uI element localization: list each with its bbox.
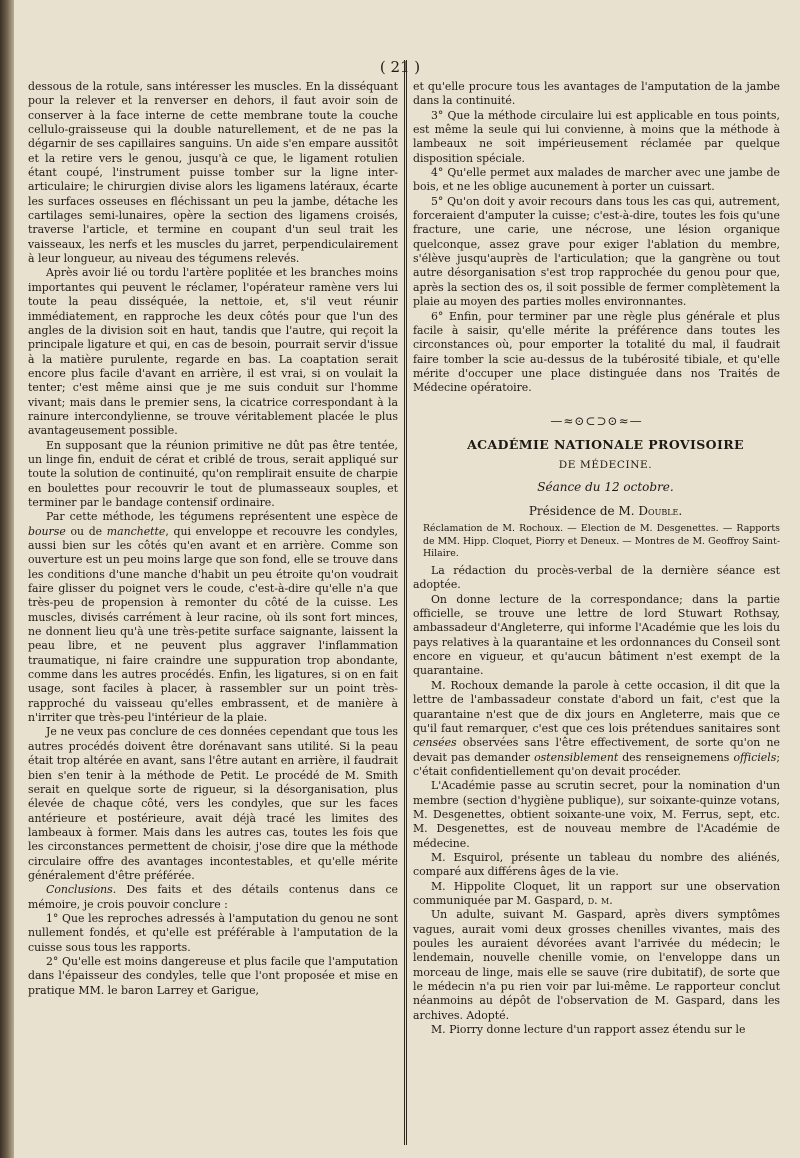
text-run: ou de bbox=[65, 524, 107, 538]
left-paragraph-4 bbox=[28, 510, 398, 725]
conclusions-paragraph bbox=[28, 883, 398, 912]
book-binding-edge bbox=[0, 0, 14, 1158]
italic-term-officiels: officiels bbox=[733, 750, 777, 764]
text-run: Présidence de M. bbox=[528, 503, 639, 518]
page-number: ( 21 ) bbox=[379, 58, 421, 76]
text-run: , qui enveloppe et recouvre les condyles, aussi bien sur les côtés qu'en avant et en arrière. Comme son ouverture est un peu moins large que son fond, elle se trouve dans les conditions d'une manche d'habit un peu étroite qu'on voudrait faire glisser du poignet vers le coude, c'est-à-dire qu'elle n'a que très-peu de propension à remonter du côté de la cuisse. Les muscles, divisés carrément à leur racine, où ils sont fort minces, ne donnent lieu qu'à une très-petite surface saignante, laissent la peau libre, et ne peuvent plus aggraver l'inflammation traumatique, ni faire craindre une suppuration trop abondante, comme dans les autres procédés. Enfin, les ligatures, si on en fait usage, sont faciles à placer, à rassembler sur un point très-rapproché du vaisseau qu'elles embrassent, et de manière à n'irriter que très-peu l'intérieur de la plaie. bbox=[28, 524, 398, 725]
text-run: Des faits et des détails contenus dans ce mémoire, je crois pouvoir conclure : bbox=[28, 883, 398, 911]
academie-section-subtitle: DE MÉDECINE. bbox=[558, 459, 653, 472]
academie-section-title: ACADÉMIE NATIONALE PROVISOIRE bbox=[467, 436, 744, 452]
conclusion-item-6: 6° Enfin, pour terminer par une règle plus générale et plus facile à saisir, qu'elle mérite la préférence dans toutes les circonstances où, pour emporter la totalité du mal, il faudrait faire tomber la scie au-dessus de la tubérosité tibiale, et qu'elle mérite d'occuper une place distinguée dans nos Traités de Médecine opératoire. bbox=[413, 309, 780, 395]
italic-term-manchette: manchette bbox=[106, 524, 166, 538]
right-paragraph-esquirol: M. Esquirol, présente un tableau du nombre des aliénés, comparé aux différens âges de la vie. bbox=[413, 850, 780, 879]
italic-term-bourse: bourse bbox=[28, 524, 66, 538]
conclusion-item-5: 5° Qu'on doit y avoir recours dans tous les cas qui, autrement, forceraient d'amputer la cuisse; c'est-à-dire, toutes les fois qu'une fracture, une carie, une nécrose, une lésion organique quelconque, assez grave pour exiger l'ablation du membre, s'élève jusqu'auprès de l'articulation; que la gangrène ou tout autre désorganisation s'est trop rapprochée du genou pour que, après la section des os, il soit possible de fermer complètement la plaie au moyen des parties molles environnantes. bbox=[413, 194, 780, 309]
left-paragraph-2: Après avoir lié ou tordu l'artère poplitée et les branches moins importantes qui peuvent le réclamer, l'opérateur ramène vers lui toute la peau disséquée, la nettoie, et, s'il veut réunir immédiatement, en rapproche les deux côtés pour que l'un des angles de la division soit en haut, tandis que l'autre, qui reçoit la principale ligature et qui, en cas de besoin, pourrait servir d'issue à la matière purulente, regarde en bas. La coaptation serait encore plus facile d'avant en arrière, il est vrai, si on voulait la tenter; c'est même ainsi que je me suis conduit sur l'homme vivant; mais dans le premier sens, la cicatrice correspondant à la rainure intercondylienne, se trouve véritablement placée le plus avantageusement possible. bbox=[28, 266, 398, 438]
session-summary: Réclamation de M. Rochoux. — Election de M. Desgenettes. — Rapports de MM. Hipp. Cloquet, Piorry et Deneux. — Montres de M. Geoffroy Saint-Hilaire. bbox=[423, 523, 780, 560]
right-paragraph-rochoux bbox=[413, 679, 780, 779]
text-run: M. Hippolite Cloquet, lit un rapport sur une observation communiquée par M. Gaspard, bbox=[413, 879, 780, 907]
right-paragraph-scrutin: L'Académie passe au scrutin secret, pour la nomination d'un membre (section d'hygiène publique), sur soixante-quinze votans, M. Desgenettes, obtient soixante-une voix, M. Ferrus, sept, etc. M. Desgenettes, est de nouveau membre de l'Académie de médecine. bbox=[413, 779, 780, 850]
left-column bbox=[28, 80, 398, 998]
president-name: Double. bbox=[638, 503, 683, 518]
right-paragraph-piorry: M. Piorry donne lecture d'un rapport assez étendu sur le bbox=[431, 1023, 746, 1037]
left-paragraph-5: Je ne veux pas conclure de ces données cependant que tous les autres procédés doivent être dorénavant sans utilité. Si la peau était trop altérée en avant, sans l'être autant en arrière, il faudrait bien s'en tenir à la méthode de Petit. Le procédé de M. Smith serait en quelque sorte de rigueur, si la désorganisation, plus élevée de chaque côté, vers les condyles, que sur les faces antérieure et postérieure, avait déjà tracé les limites des lambeaux à former. Mais dans les autres cas, toutes les fois que les circonstances permettent de choisir, j'ose dire que la méthode circulaire offre des avantages incontestables, et qu'elle mérite généralement d'être préférée. bbox=[28, 725, 398, 882]
left-paragraph-3: En supposant que la réunion primitive ne dût pas être tentée, un linge fin, enduit de cérat et criblé de trous, serait appliqué sur toute la solution de continuité, qu'on remplirait ensuite de charpie en boulettes pour recouvrir le tout de plumasseaux souples, et terminer par le bandage contensif ordinaire. bbox=[28, 438, 398, 509]
right-paragraph-1: et qu'elle procure tous les avantages de l'amputation de la jambe dans la continuité. bbox=[413, 80, 780, 108]
conclusion-item-1: 1° Que les reproches adressés à l'amputation du genou ne sont nullement fondés, et qu'elle est préférable à l'amputation de la cuisse sous tous les rapports. bbox=[28, 911, 398, 954]
conclusions-label: Conclusions. bbox=[46, 883, 117, 897]
right-paragraph-proces-verbal: La rédaction du procès-verbal de la dernière séance est adoptée. bbox=[413, 564, 780, 592]
text-run: M. Rochoux demande la parole à cette occasion, il dit que la lettre de l'ambassadeur constate d'abord un fait, c'est que la quarantaine n'est que de dix jours en Angleterre, mais que ce qu'il faut remarquer, c'est que ces lois prétendues sanitaires sont bbox=[413, 678, 780, 735]
italic-term-ostensiblement: ostensiblement bbox=[534, 750, 619, 764]
presidence-line bbox=[413, 504, 780, 518]
conclusion-item-2: 2° Qu'elle est moins dangereuse et plus facile que l'amputation dans l'épaisseur des condyles, telle que l'ont proposée et mise en pratique MM. le baron Larrey et Garigue, bbox=[28, 954, 398, 997]
text-run: observées sans l'être effectivement, de sorte qu'on ne devait pas demander bbox=[413, 736, 780, 764]
italic-term-censees: censées bbox=[413, 736, 457, 750]
degree-abbreviation: d. m. bbox=[587, 893, 613, 907]
session-date: Séance du 12 octobre. bbox=[537, 479, 674, 494]
right-paragraph-gaspard: Un adulte, suivant M. Gaspard, après divers symptômes vagues, aurait vomi deux grosses chenilles vivantes, mais des poules les auraient dévorées avant l'arrivée du médecin; le lendemain, nouvelle chenille vomie, on l'enveloppe dans un morceau de linge, mais elle se sauve (rire dubitatif), de sorte que le médecin n'a pu rien voir par lui-même. Le rapporteur conclut néanmoins au dépôt de l'observation de M. Gaspard, dans les archives. Adopté. bbox=[413, 908, 780, 1022]
right-paragraph-correspondance: On donne lecture de la correspondance; dans la partie officielle, se trouve une lettre de lord Stuwart Rothsay, ambassadeur d'Angleterre, qui informe l'Académie que les lois du pays relatives à la quarantaine et les ordonnances du Conseil sont encore en vigueur, et qu'aucun bâtiment n'est exempt de la quarantaine. bbox=[413, 592, 780, 678]
left-paragraph-1: dessous de la rotule, sans intéresser les muscles. En la disséquant pour la relever et la renverser en dehors, il faut avoir soin de conserver à la face interne de cette membrane toute la couche cellulo-graisseuse qui la double naturellement, et de ne pas la dégarnir de ses capillaires sanguins. Un aide s'en empare aussitôt et la retire vers le genou, jusqu'à ce que, le ligament rotulien étant coupé, l'instrument puisse tomber sur la ligne inter-articulaire; le chirurgien divise alors les ligamens latéraux, écarte les surfaces osseuses en fléchissant un peu la jambe, détache les cartilages semi-lunaires, opère la section des ligamens croisés, traverse l'article, et termine en coupant d'un seul trait les vaisseaux, les nerfs et les muscles du jarret, perpendiculairement à leur longueur, au niveau des tégumens relevés. bbox=[28, 80, 398, 266]
text-run: ; c'était confidentiellement qu'on devait procéder. bbox=[413, 750, 780, 778]
conclusion-item-4: 4° Qu'elle permet aux malades de marcher avec une jambe de bois, et ne les oblige aucunement à porter un cuissart. bbox=[413, 166, 780, 194]
text-run: Par cette méthode, les tégumens représentent une espèce de bbox=[46, 510, 398, 524]
right-paragraph-cloquet bbox=[413, 880, 780, 909]
right-column bbox=[413, 80, 780, 1037]
column-divider bbox=[404, 60, 408, 1145]
conclusion-item-3: 3° Que la méthode circulaire lui est applicable en tous points, est même la seule qui lui convienne, à moins que la méthode à lambeaux ne soit impérieusement réclamée par quelque disposition spéciale. bbox=[413, 108, 780, 165]
section-ornament: —≈⊙⊂⊃⊙≈— bbox=[550, 413, 643, 428]
text-run: des renseignemens bbox=[618, 750, 734, 764]
